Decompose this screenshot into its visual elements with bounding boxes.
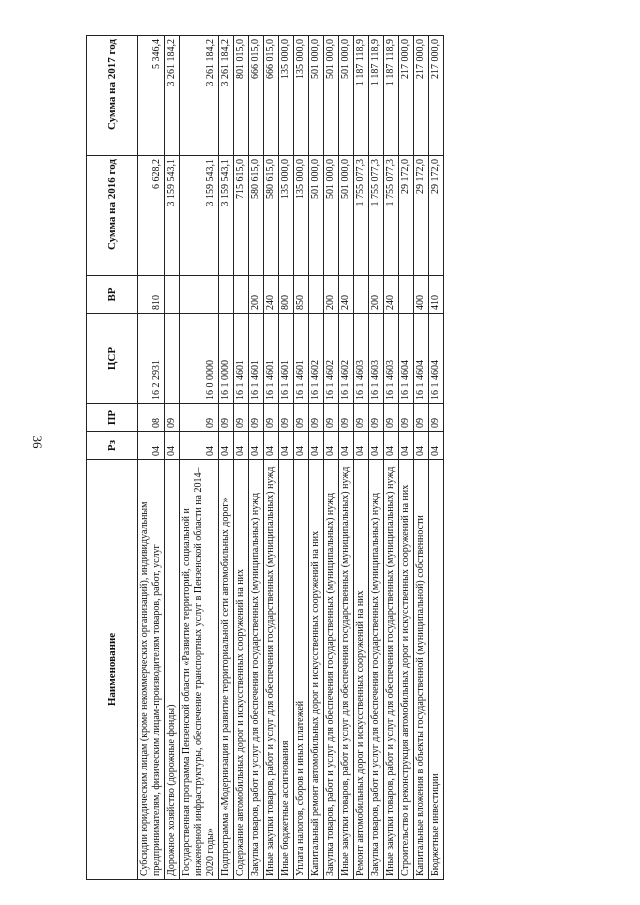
cell-sum-2016: 135 000,0 — [279, 156, 294, 276]
cell-name: Субсидии юридическим лицам (кроме некоммерческих организаций), индивидуальным предпринимателям, физическим лицам-производителям товаров, работ, услуг — [138, 460, 165, 880]
cell-rz: 04 — [309, 432, 324, 460]
cell-name: Ремонт автомобильных дорог и искусственных сооружений на них — [354, 460, 369, 880]
cell-csr: 16 1 4603 — [369, 314, 384, 404]
cell-pr: 09 — [219, 404, 234, 432]
cell-pr: 09 — [294, 404, 309, 432]
cell-sum-2017: 217 000,0 — [414, 36, 429, 156]
col-header-rz: Рз — [87, 432, 138, 460]
cell-pr: 09 — [165, 404, 180, 432]
cell-rz: 04 — [294, 432, 309, 460]
cell-sum-2017: 501 000,0 — [309, 36, 324, 156]
table-row — [234, 36, 249, 880]
cell-vr: 800 — [279, 276, 294, 314]
cell-pr: 09 — [324, 404, 339, 432]
cell-csr: 16 1 4604 — [429, 314, 444, 404]
cell-pr: 08 — [138, 404, 165, 432]
cell-name: Уплата налогов, сборов и иных платежей — [294, 460, 309, 880]
cell-sum-2017: 801 015,0 — [234, 36, 249, 156]
cell-name: Содержание автомобильных дорог и искусственных сооружений на них — [234, 460, 249, 880]
cell-pr: 09 — [279, 404, 294, 432]
cell-pr: 09 — [429, 404, 444, 432]
col-header-csr: ЦСР — [87, 314, 138, 404]
cell-csr: 16 1 4601 — [249, 314, 264, 404]
cell-rz: 04 — [354, 432, 369, 460]
cell-vr: 200 — [249, 276, 264, 314]
cell-vr: 400 — [414, 276, 429, 314]
cell-vr — [219, 276, 234, 314]
rotated-table-container — [86, 36, 556, 880]
cell-pr: 09 — [234, 404, 249, 432]
cell-name: Государственная программа Пензенской области «Развитие территорий, социальной и инженерной инфраструктуры, обеспечение транспортных услуг в Пензенской области на 2014–2020 годы» — [180, 460, 219, 880]
cell-name: Закупка товаров, работ и услуг для обеспечения государственных (муниципальных) нужд — [324, 460, 339, 880]
cell-sum-2016: 6 628,2 — [138, 156, 165, 276]
cell-csr: 16 1 4604 — [399, 314, 414, 404]
table-row — [219, 36, 234, 880]
cell-sum-2017: 666 015,0 — [264, 36, 279, 156]
table-row — [294, 36, 309, 880]
cell-name: Строительство и реконструкция автомобильных дорог и искусственных сооружений на них — [399, 460, 414, 880]
cell-name: Закупка товаров, работ и услуг для обеспечения государственных (муниципальных) нужд — [249, 460, 264, 880]
cell-vr — [354, 276, 369, 314]
cell-name: Закупка товаров, работ и услуг для обеспечения государственных (муниципальных) нужд — [369, 460, 384, 880]
cell-vr: 200 — [324, 276, 339, 314]
cell-sum-2016: 1 755 077,3 — [384, 156, 399, 276]
cell-name: Иные закупки товаров, работ и услуг для обеспечения государственных (муниципальных) нужд — [384, 460, 399, 880]
cell-sum-2016: 580 615,0 — [249, 156, 264, 276]
table-header-row — [87, 36, 138, 880]
table-row — [249, 36, 264, 880]
cell-name: Дорожное хозяйство (дорожные фонды) — [165, 460, 180, 880]
table-body — [138, 36, 444, 880]
col-header-sum-2016: Сумма на 2016 год — [87, 156, 138, 276]
cell-vr — [180, 276, 219, 314]
cell-vr: 240 — [264, 276, 279, 314]
cell-pr: 09 — [414, 404, 429, 432]
cell-csr: 16 1 4602 — [309, 314, 324, 404]
cell-vr — [399, 276, 414, 314]
cell-sum-2016: 29 172,0 — [399, 156, 414, 276]
cell-pr: 09 — [309, 404, 324, 432]
cell-sum-2017: 1 187 118,9 — [369, 36, 384, 156]
table-row — [165, 36, 180, 880]
cell-csr: 16 1 4602 — [324, 314, 339, 404]
cell-vr: 850 — [294, 276, 309, 314]
cell-sum-2017: 501 000,0 — [324, 36, 339, 156]
cell-csr: 16 1 4603 — [354, 314, 369, 404]
table-row — [369, 36, 384, 880]
table-row — [384, 36, 399, 880]
table-row — [309, 36, 324, 880]
cell-rz: 04 — [138, 432, 165, 460]
col-header-pr: ПР — [87, 404, 138, 432]
cell-sum-2017: 135 000,0 — [294, 36, 309, 156]
cell-sum-2016: 3 159 543,1 — [219, 156, 234, 276]
cell-csr: 16 1 4601 — [279, 314, 294, 404]
cell-name: Капитальный ремонт автомобильных дорог и искусственных сооружений на них — [309, 460, 324, 880]
cell-pr: 09 — [384, 404, 399, 432]
cell-rz: 04 — [279, 432, 294, 460]
cell-sum-2017: 5 346,4 — [138, 36, 165, 156]
table-row — [399, 36, 414, 880]
cell-pr: 09 — [354, 404, 369, 432]
table-row — [429, 36, 444, 880]
cell-csr — [165, 314, 180, 404]
table-row — [264, 36, 279, 880]
cell-csr: 16 1 0000 — [219, 314, 234, 404]
cell-sum-2016: 501 000,0 — [324, 156, 339, 276]
cell-rz: 04 — [249, 432, 264, 460]
cell-rz: 04 — [414, 432, 429, 460]
cell-pr: 09 — [264, 404, 279, 432]
table-row — [414, 36, 429, 880]
cell-vr: 200 — [369, 276, 384, 314]
cell-name: Иные закупки товаров, работ и услуг для обеспечения государственных (муниципальных) нужд — [264, 460, 279, 880]
cell-rz: 04 — [234, 432, 249, 460]
table-row — [138, 36, 165, 880]
cell-csr: 16 1 4602 — [339, 314, 354, 404]
cell-sum-2017: 501 000,0 — [339, 36, 354, 156]
cell-name: Иные закупки товаров, работ и услуг для обеспечения государственных (муниципальных) нужд — [339, 460, 354, 880]
cell-rz: 04 — [264, 432, 279, 460]
cell-sum-2016: 1 755 077,3 — [354, 156, 369, 276]
cell-vr: 810 — [138, 276, 165, 314]
cell-sum-2017: 1 187 118,9 — [384, 36, 399, 156]
cell-vr: 410 — [429, 276, 444, 314]
cell-csr: 16 0 0000 — [180, 314, 219, 404]
page-number: 36 — [30, 435, 45, 449]
cell-rz: 04 — [369, 432, 384, 460]
cell-vr — [234, 276, 249, 314]
cell-vr: 240 — [339, 276, 354, 314]
col-header-vr: ВР — [87, 276, 138, 314]
cell-rz: 04 — [165, 432, 180, 460]
cell-sum-2017: 1 187 118,9 — [354, 36, 369, 156]
table-row — [279, 36, 294, 880]
cell-name: Капитальные вложения в объекты государственной (муниципальной) собственности — [414, 460, 429, 880]
table-row — [324, 36, 339, 880]
cell-rz: 04 — [180, 432, 219, 460]
cell-sum-2017: 3 261 184,2 — [165, 36, 180, 156]
col-header-sum-2017: Сумма на 2017 год — [87, 36, 138, 156]
table-row — [180, 36, 219, 880]
cell-csr: 16 1 4604 — [414, 314, 429, 404]
cell-csr: 16 1 4601 — [264, 314, 279, 404]
table-row — [354, 36, 369, 880]
cell-vr: 240 — [384, 276, 399, 314]
cell-sum-2016: 29 172,0 — [429, 156, 444, 276]
cell-sum-2016: 715 615,0 — [234, 156, 249, 276]
cell-name: Иные бюджетные ассигнования — [279, 460, 294, 880]
cell-sum-2016: 3 159 543,1 — [180, 156, 219, 276]
cell-pr: 09 — [339, 404, 354, 432]
table-row — [339, 36, 354, 880]
cell-sum-2016: 3 159 543,1 — [165, 156, 180, 276]
cell-name: Бюджетные инвестиции — [429, 460, 444, 880]
cell-sum-2016: 580 615,0 — [264, 156, 279, 276]
cell-rz: 04 — [219, 432, 234, 460]
budget-table — [86, 35, 444, 880]
cell-rz: 04 — [384, 432, 399, 460]
cell-sum-2017: 666 015,0 — [249, 36, 264, 156]
cell-pr: 09 — [249, 404, 264, 432]
cell-name: Подпрограмма «Модернизация и развитие территориальной сети автомобильных дорог» — [219, 460, 234, 880]
cell-pr: 09 — [180, 404, 219, 432]
col-header-name: Наименование — [87, 460, 138, 880]
cell-sum-2017: 3 261 184,2 — [219, 36, 234, 156]
cell-rz: 04 — [339, 432, 354, 460]
cell-sum-2016: 1 755 077,3 — [369, 156, 384, 276]
cell-vr — [165, 276, 180, 314]
cell-csr: 16 1 4601 — [234, 314, 249, 404]
cell-sum-2016: 135 000,0 — [294, 156, 309, 276]
cell-rz: 04 — [324, 432, 339, 460]
cell-sum-2017: 3 261 184,2 — [180, 36, 219, 156]
cell-sum-2017: 217 000,0 — [429, 36, 444, 156]
cell-rz: 04 — [399, 432, 414, 460]
cell-sum-2017: 217 000,0 — [399, 36, 414, 156]
cell-vr — [309, 276, 324, 314]
cell-sum-2016: 501 000,0 — [339, 156, 354, 276]
cell-csr: 16 1 4601 — [294, 314, 309, 404]
cell-sum-2017: 135 000,0 — [279, 36, 294, 156]
cell-rz: 04 — [429, 432, 444, 460]
cell-sum-2016: 29 172,0 — [414, 156, 429, 276]
cell-pr: 09 — [369, 404, 384, 432]
cell-pr: 09 — [399, 404, 414, 432]
cell-csr: 16 1 4603 — [384, 314, 399, 404]
cell-csr: 16 2 2931 — [138, 314, 165, 404]
cell-sum-2016: 501 000,0 — [309, 156, 324, 276]
